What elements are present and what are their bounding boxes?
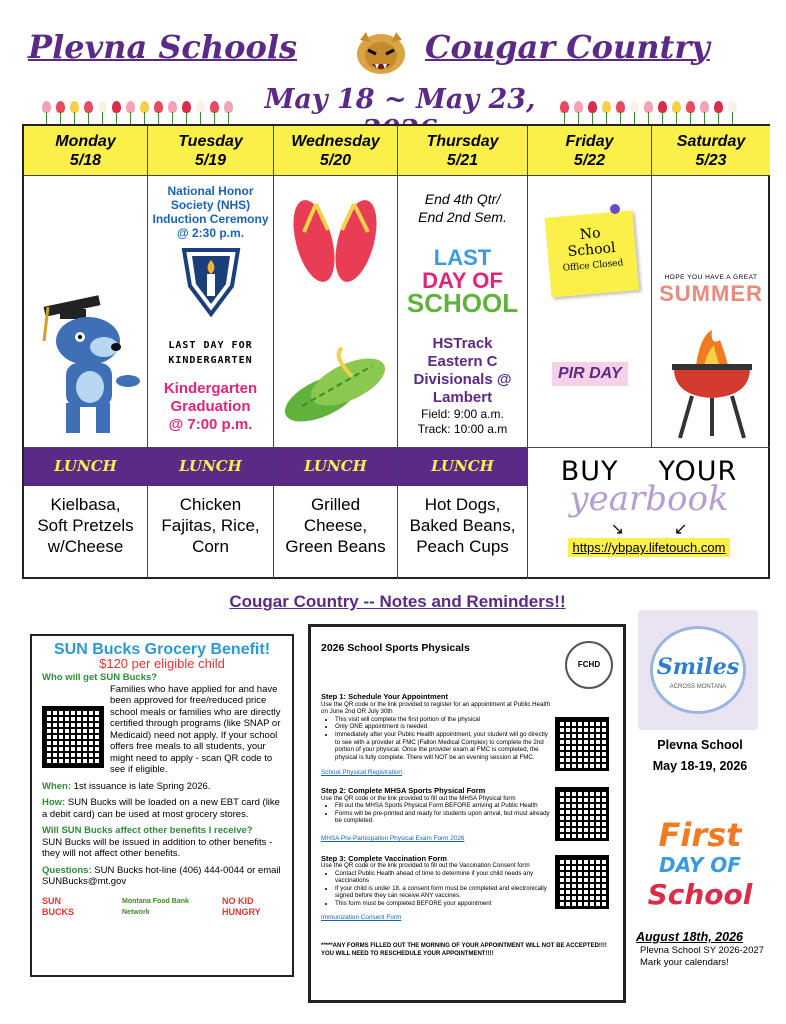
day-header-thursday: Thursday 5/21 [398,126,528,176]
sun-bucks-when: When: 1st issuance is late Spring 2026. [42,780,211,792]
tulips-decoration-right [560,85,755,113]
graduation-dog-cartoon-icon [36,291,146,441]
sun-bucks-amount: $120 per eligible child [99,655,225,671]
arrow-icons: ↘↙ [610,521,738,538]
step1-heading: Step 1: Schedule Your Appointment [321,692,448,701]
yearbook-link[interactable]: https://ybpay.lifetouch.com [568,538,731,557]
sun-bucks-questions: Questions: SUN Bucks hot-line (406) 444-0044 or email SUNBucks@mt.gov [42,864,281,887]
hs-track-event-text: HSTrack Eastern C Divisionals @ Lambert [413,335,512,406]
yearbook-promo [528,448,770,579]
day-header-tuesday: Tuesday 5/19 [148,126,274,176]
lunch-label-thursday: LUNCH [398,448,528,486]
mark-calendars-text: Mark your calendars! [640,957,729,968]
step1-bullet: • Only ONE appointment is needed [335,723,551,731]
tulips-decoration-left [42,85,242,113]
sun-bucks-eligibility-text: Families who have applied for and have been approved for free/reduced price school meals or families who are directly certified through programs (like SNAP or Medicaid) need not apply. If your school offers free meals to all students, your might need to apply - scan QR code to see if eligible. [110,683,281,775]
tuesday-cell [148,176,274,448]
track-times-text: Field: 9:00 a.m. Track: 10:00 a.m [417,407,508,436]
day-header-wednesday: Wednesday 5/20 [274,126,398,176]
sun-bucks-logo: SUN BUCKS [42,895,75,917]
lunch-label-wednesday: LUNCH [274,448,398,486]
step1-bullet: • This visit will complete the first portion of the physical [335,716,551,724]
hope-great-text: HOPE YOU HAVE A GREAT [664,274,758,281]
yearbook-your-text: YOUR [658,456,738,487]
step3-bullet: • If your child is under 18, a consent form must be completed and electronically signed before they can receive ANY vaccines. [335,885,551,900]
step2-bullet: • Forms will be pre-printed and ready for students upon arrival, but must already be completed. [335,810,551,825]
montana-food-bank-logo: Montana Food Bank Network [122,897,189,916]
lunch-menu-tuesday: Chicken Fajitas, Rice, Corn [148,486,274,579]
step3-qr-code[interactable] [555,855,609,909]
lunch-menu-wednesday: Grilled Cheese, Green Beans [274,486,398,579]
day-header-saturday: Saturday 5/23 [652,126,770,176]
lunch-label-monday: LUNCH [24,448,148,486]
step1-bullet: • Immediately after your Public Health appointment, your student will go directly to see with a provider at FMC (Fallon Medical Complex) to complete the 2nd portion of your physical. Once the provider exam at FMC is completed, the physical is fully complete. There will NOT be an evening session at FMC. [335,731,551,761]
step2-bullet: • Fill out the MHSA Sports Physical Form BEFORE arriving at Public Health [335,802,551,810]
last-day-kindergarten-text: LAST DAY FOR KINDERGARTEN [168,340,253,366]
physicals-warning: *****ANY FORMS FILLED OUT THE MORNING OF YOUR APPOINTMENT WILL NOT BE ACCEPTED!!!! YOU WILL NEED TO RESCHEDULE YOUR APPOINTMENT!!!! [321,943,607,957]
day-header-friday: Friday 5/22 [528,126,652,176]
monday-cell [24,176,148,448]
wednesday-cell [274,176,398,448]
step2-text: Use the QR code or the link provided to fill out the MHSA Physical form [321,794,516,802]
smiles-dates: May 18-19, 2026 [652,759,748,773]
yearbook-script-text: yearbook [569,479,729,519]
step1-qr-code[interactable] [555,717,609,771]
sun-bucks-how: How: SUN Bucks will be loaded on a new EBT card (like a debit card) can be used at most grocery stores. [42,797,280,820]
cougar-mascot-icon [350,28,412,78]
notes-reminders-heading: Cougar Country -- Notes and Reminders!! [229,592,566,611]
last-day-of-school-graphic: LAST DAY OF SCHOOL [406,245,519,318]
pir-day-label: PIR DAY [552,362,628,386]
school-year-text: Plevna School SY 2026-2027 [640,945,764,956]
first-day-of-school-graphic: First DAY OF School [647,816,753,911]
lunch-menu-thursday: Hot Dogs, Baked Beans, Peach Cups [398,486,528,579]
title-cougar-country: Cougar Country [425,28,710,66]
step3-heading: Step 3: Complete Vaccination Form [321,853,447,863]
saturday-cell [652,176,770,448]
step2-qr-code[interactable] [555,787,609,841]
smiles-school-name: Plevna School [657,738,743,752]
smiles-across-montana-logo: Smiles ACROSS MONTANA [638,610,758,730]
no-kid-hungry-logo: NO KID HUNGRY [222,895,261,917]
first-day-date: August 18th, 2026 [636,930,743,944]
yearbook-buy-text: BUY [560,456,619,487]
date-range-heading: May 18 ~ May 23, [264,84,536,115]
physicals-title: 2026 School Sports Physicals [321,642,470,654]
lunch-menu-monday: Kielbasa, Soft Pretzels w/Cheese [24,486,148,579]
title-plevna-schools: Plevna Schools [28,28,298,66]
sun-bucks-benefits-answer: SUN Bucks will be issued in addition to other benefits - they will not affect other benefits. [42,836,273,859]
immunization-consent-form-link[interactable]: Immunization Consent Form [321,913,402,921]
end-quarter-text: End 4th Qtr/ End 2nd Sem. [418,191,507,225]
nhs-keystone-logo-icon [178,246,244,318]
sports-physicals-flyer [308,624,626,1003]
pink-flip-flops-icon [286,186,386,296]
thursday-cell [398,176,528,448]
step1-text: Use the QR code or the link provided to register for an appointment at Public Health on June 2nd OR July 30th [321,700,551,716]
sun-bucks-title: SUN Bucks Grocery Benefit! [53,641,271,658]
lunch-label-tuesday: LUNCH [148,448,274,486]
weekly-calendar [22,124,770,579]
step3-text: Use the QR code or the link provided to fill out the Vaccination Consent form [321,862,530,870]
step2-heading: Step 2: Complete MHSA Sports Physical Form [321,785,486,795]
bbq-grill-icon [670,326,754,442]
sun-bucks-qr-code[interactable] [42,706,104,768]
school-physical-registration-link[interactable]: School Physical Registration [321,769,402,777]
fchd-logo: FCHD [565,641,613,689]
pushpin-icon [610,204,620,214]
mhsa-physical-form-link[interactable]: MHSA Pre-Participation Physical Exam Form 2026 [321,834,465,842]
green-flip-flops-icon [282,336,390,436]
no-school-sticky-note: No School Office Closed [545,210,640,297]
kindergarten-graduation-text: Kindergarten Graduation @ 7:00 p.m. [163,380,258,433]
sun-bucks-question-who: Who will get SUN Bucks? [42,672,158,683]
friday-cell [528,176,652,448]
step3-bullet: • Contact Public Health ahead of time to determine if your child needs any vaccinations [335,870,551,885]
summer-text: SUMMER [659,281,763,306]
nhs-induction-text: National Honor Society (NHS) Induction Ceremony @ 2:30 p.m. [152,184,269,240]
step3-bullet: • This form must be completed BEFORE your appointment [335,900,551,908]
day-header-monday: Monday 5/18 [24,126,148,176]
sun-bucks-flyer [30,634,294,977]
sun-bucks-question-benefits: Will SUN Bucks affect other benefits I receive? [42,825,253,836]
